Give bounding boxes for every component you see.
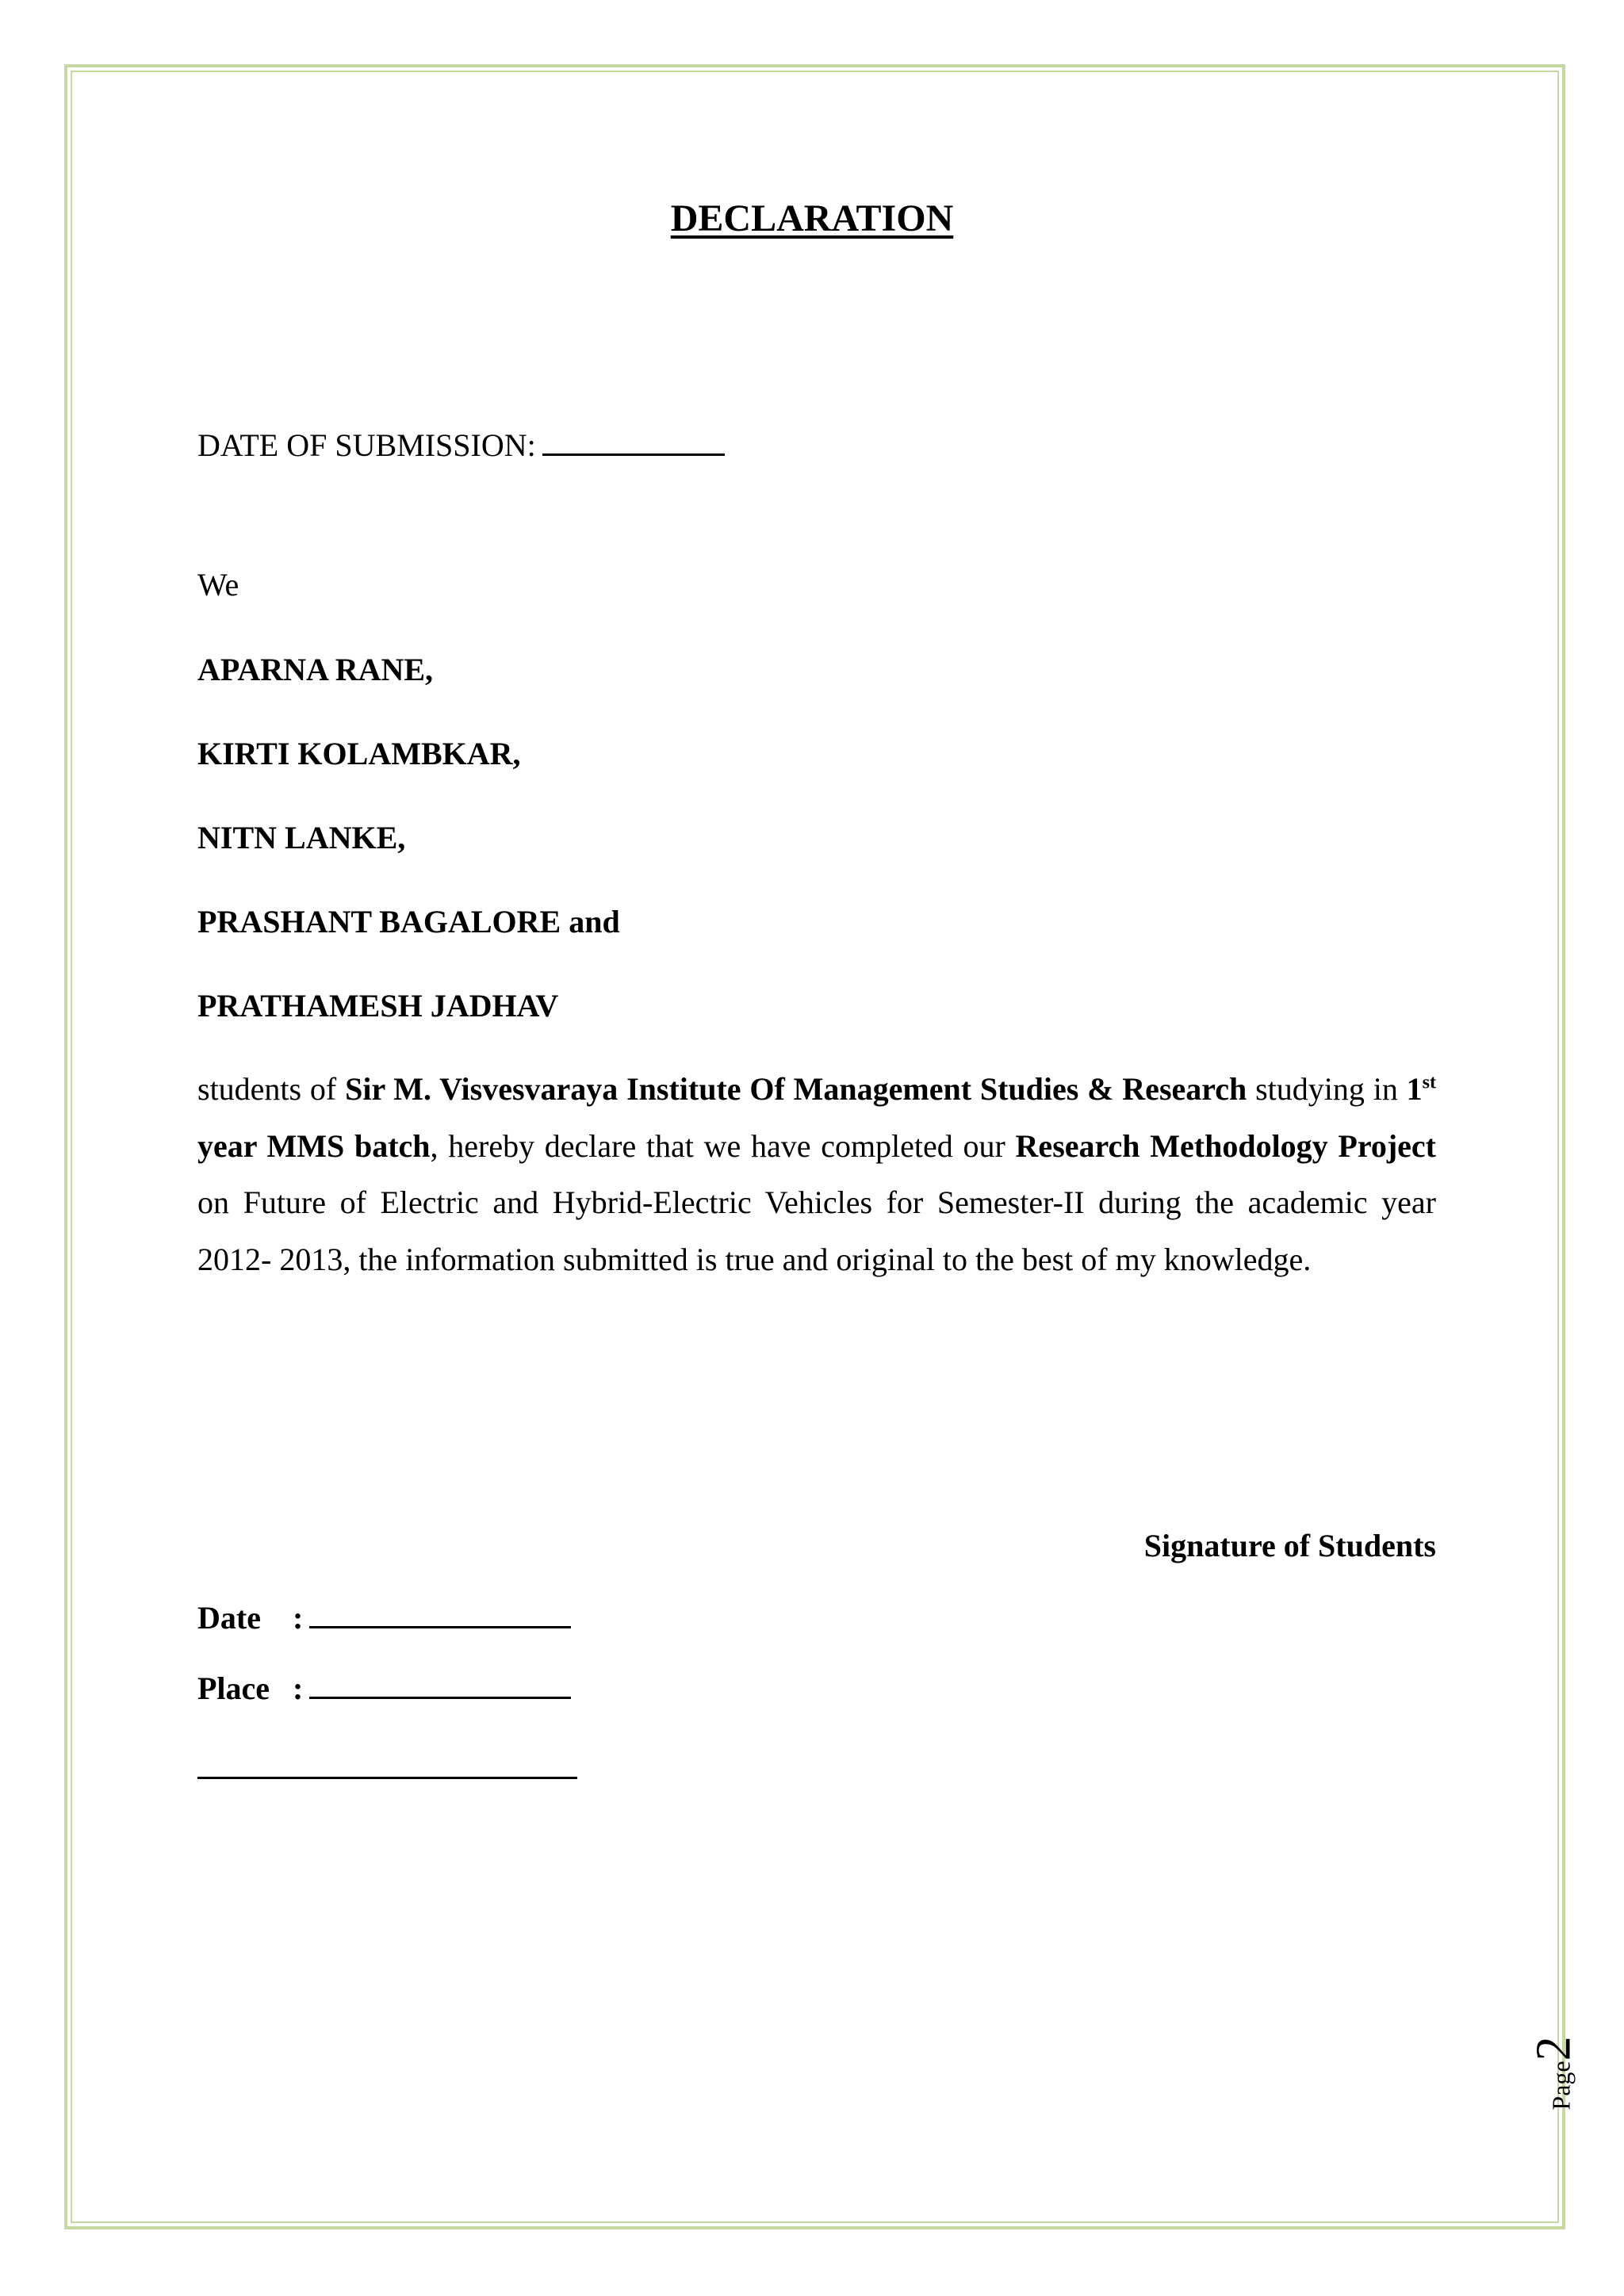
date-label: Date [197,1600,261,1636]
date-field [197,1598,571,1638]
batch-name: year MMS batch [197,1127,431,1164]
student-name: KIRTI KOLAMBKAR, [197,736,521,771]
signature-line [197,1777,577,1779]
date-blank [309,1598,571,1628]
place-blank [309,1668,571,1699]
year-suffix: st [1422,1072,1437,1093]
declaration-paragraph [197,1061,1436,1288]
paragraph-text: , hereby declare that we have completed our [430,1127,1016,1164]
student-name: NITN LANKE, [197,820,406,855]
place-colon: : [293,1670,304,1706]
page-num: 2 [1526,2036,1581,2061]
year-number: 1 [1406,1071,1423,1107]
signature-label: Signature of Students [1143,1528,1436,1563]
place-label: Place [197,1670,270,1706]
student-name: PRASHANT BAGALORE and [197,904,620,939]
page-number-rotated [1526,2036,1583,2110]
submission-date-blank [542,425,725,456]
submission-line [197,425,725,465]
intro-text: We [197,567,239,603]
submission-label: DATE OF SUBMISSION: [197,427,536,463]
page-title: DECLARATION [670,197,954,239]
page-number [1526,2036,1581,2110]
date-colon: : [293,1600,304,1636]
student-name: APARNA RANE, [197,652,434,687]
place-field [197,1668,571,1709]
paragraph-text: studying in [1247,1071,1407,1107]
institute-name: Sir M. Visvesvaraya Institute Of Management Studies & Research [345,1071,1247,1107]
page-word: Page [1546,2061,1576,2110]
project-name: Research Methodology Project [1015,1127,1437,1164]
paragraph-text: students of [197,1071,346,1107]
student-name: PRATHAMESH JADHAV [197,988,559,1024]
paragraph-text: on Future of Electric and Hybrid-Electric Vehicles for Semester-II during the academic year 2012- 2013, the information submitted is true and original to the best of my knowledge. [197,1184,1436,1277]
